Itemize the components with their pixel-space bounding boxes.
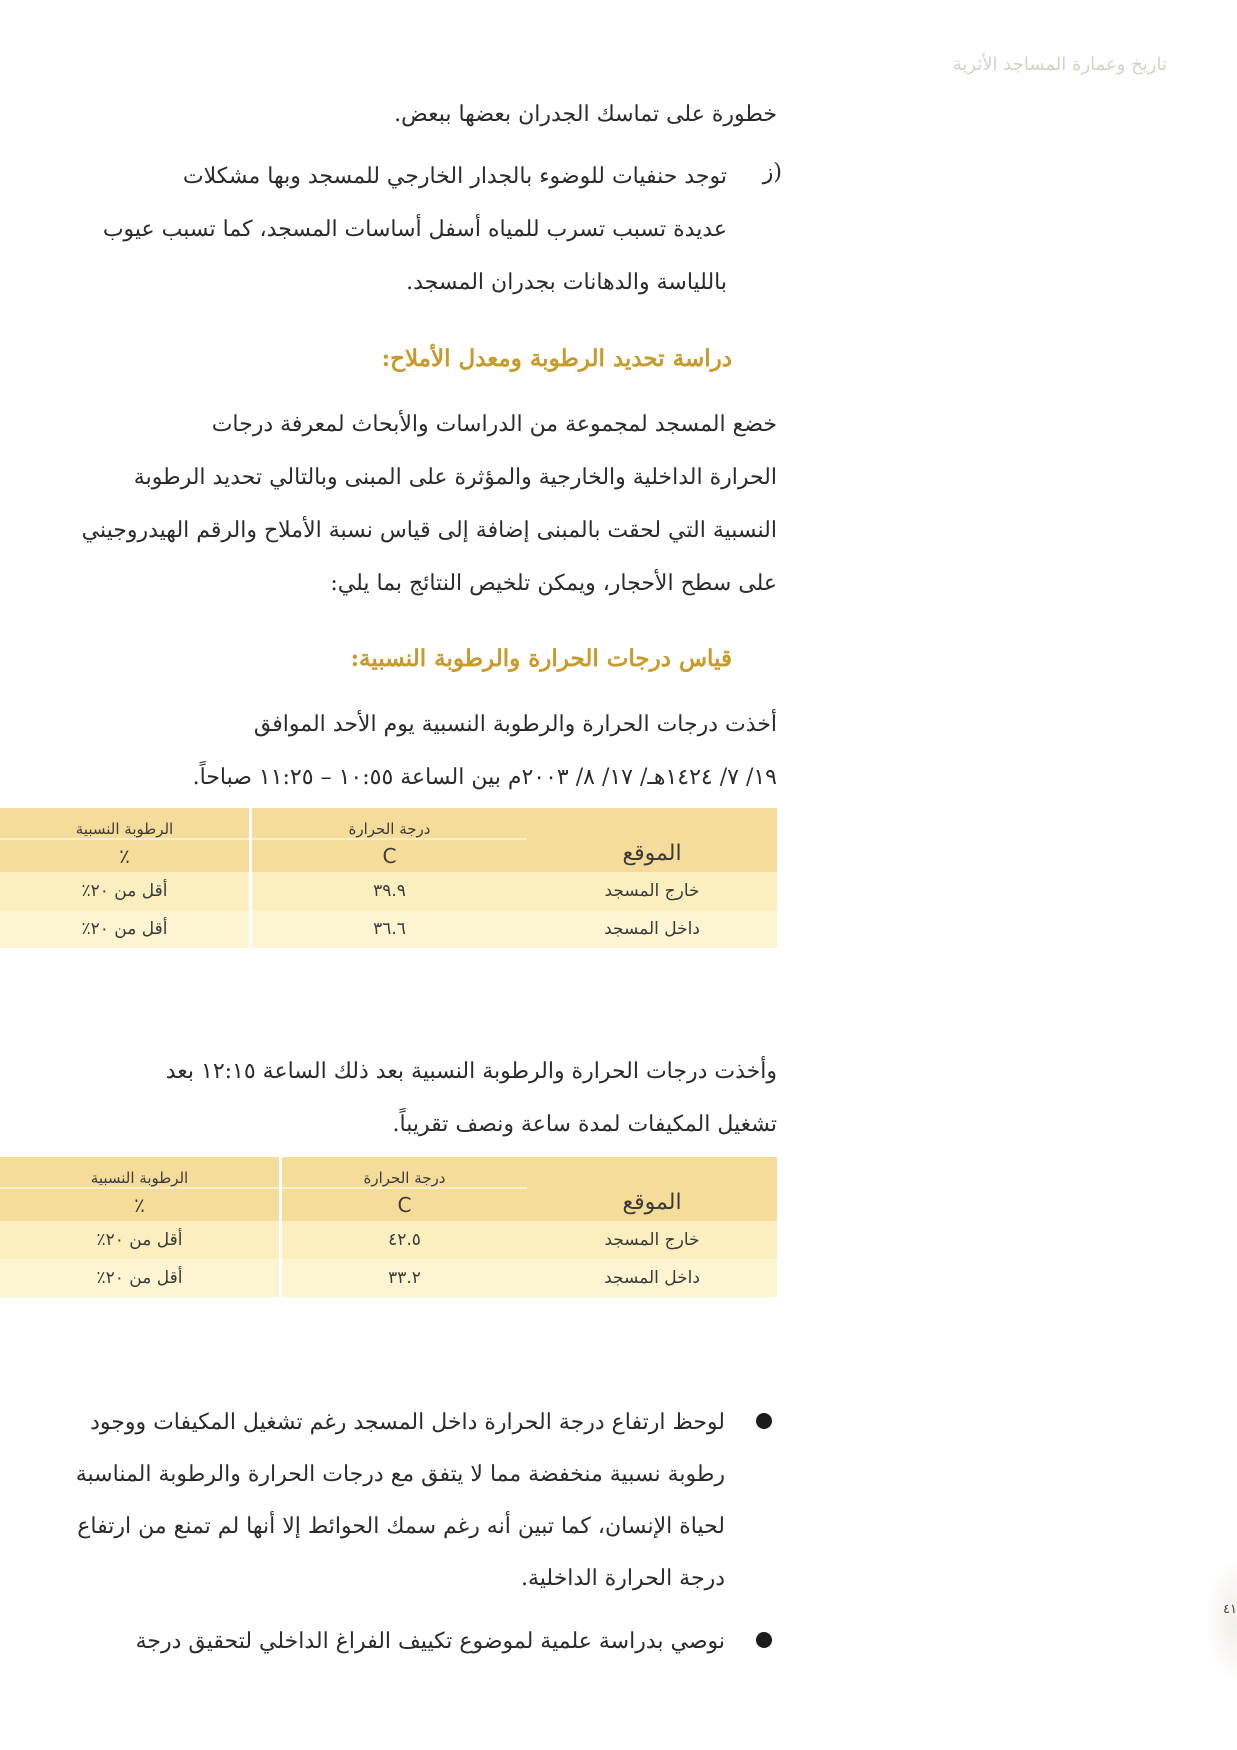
table-row (0, 872, 777, 910)
table2-cell-humidity: أقل من ٢٠٪ (0, 1221, 281, 1259)
para2-line-2: ١٩/ ٧/ ١٤٢٤هـ/ ١٧/ ٨/ ٢٠٠٣م بين الساعة ١٠:٥٥ – ١١:٢٥ صباحاً. (192, 765, 777, 790)
table1-cell-humidity: أقل من ٢٠٪ (0, 872, 251, 910)
table2-cell-location: خارج المسجد (527, 1221, 777, 1259)
table1-header-humidity: الرطوبة النسبية (0, 808, 251, 839)
measurement-table-2 (0, 1157, 777, 1297)
table2-header-temperature: درجة الحرارة (281, 1157, 528, 1188)
bullet-icon (756, 1632, 772, 1648)
page-corner-decoration (1207, 1560, 1237, 1680)
table2-header-location: الموقع (527, 1157, 777, 1221)
bullet-icon (756, 1413, 772, 1429)
table1-cell-location: داخل المسجد (527, 910, 777, 948)
table1-header-temperature: درجة الحرارة (251, 808, 528, 839)
table1-cell-location: خارج المسجد (527, 872, 777, 910)
para1-line-3: النسبية التي لحقت بالمبنى إضافة إلى قياس نسبة الأملاح والرقم الهيدروجيني (81, 518, 777, 543)
table2-cell-temp: ٤٢.٥ (281, 1221, 528, 1259)
item-z-line-3: باللياسة والدهانات بجدران المسجد. (406, 270, 727, 295)
table1-cell-temp: ٣٦.٦ (251, 910, 528, 948)
section-heading-humidity-salts: دراسة تحديد الرطوبة ومعدل الأملاح: (381, 345, 732, 372)
bullet1-line-1: لوحظ ارتفاع درجة الحرارة داخل المسجد رغم تشغيل المكيفات ووجود (90, 1410, 725, 1435)
para1-line-2: الحرارة الداخلية والخارجية والمؤثرة على المبنى وبالتالي تحديد الرطوبة (133, 465, 777, 490)
table2-unit-humidity: ٪ (0, 1188, 281, 1221)
bullet1-line-4: درجة الحرارة الداخلية. (520, 1566, 725, 1591)
para2-line-1: أخذت درجات الحرارة والرطوبة النسبية يوم الأحد الموافق (253, 712, 777, 737)
item-z-line-1: توجد حنفيات للوضوء بالجدار الخارجي للمسجد وبها مشكلات (182, 164, 727, 189)
table2-unit-temperature: C (281, 1188, 528, 1221)
table-row (0, 910, 777, 948)
table1-unit-humidity: ٪ (0, 839, 251, 872)
table2-cell-temp: ٣٣.٢ (281, 1259, 528, 1297)
para1-line-4: على سطح الأحجار، ويمكن تلخيص النتائج بما يلي: (330, 571, 777, 596)
para1-line-1: خضع المسجد لمجموعة من الدراسات والأبحاث لمعرفة درجات (211, 412, 777, 437)
para3-line-1: وأخذت درجات الحرارة والرطوبة النسبية بعد ذلك الساعة ١٢:١٥ بعد (165, 1059, 777, 1084)
table-row (0, 1259, 777, 1297)
running-header: تاريخ وعمارة المساجد الأثرية (952, 54, 1167, 75)
table1-unit-temperature: C (251, 839, 528, 872)
intro-line: خطورة على تماسك الجدران بعضها ببعض. (394, 102, 777, 127)
table2-cell-humidity: أقل من ٢٠٪ (0, 1259, 281, 1297)
bullet2-line-1: نوصي بدراسة علمية لموضوع تكييف الفراغ الداخلي لتحقيق درجة (135, 1629, 725, 1654)
table1-cell-humidity: أقل من ٢٠٪ (0, 910, 251, 948)
section-heading-temperature: قياس درجات الحرارة والرطوبة النسبية: (350, 645, 732, 672)
table2-header-humidity: الرطوبة النسبية (0, 1157, 281, 1188)
table-row (0, 1221, 777, 1259)
measurement-table-1 (0, 808, 777, 948)
page-number: ٤١ (1223, 1602, 1237, 1617)
item-z-line-2: عديدة تسبب تسرب للمياه أسفل أساسات المسجد، كما تسبب عيوب (102, 217, 727, 242)
table1-header-location: الموقع (527, 808, 777, 872)
table2-cell-location: داخل المسجد (527, 1259, 777, 1297)
bullet1-line-2: رطوبة نسبية منخفضة مما لا يتفق مع درجات الحرارة والرطوبة المناسبة (75, 1462, 725, 1487)
table1-cell-temp: ٣٩.٩ (251, 872, 528, 910)
para3-line-2: تشغيل المكيفات لمدة ساعة ونصف تقريباً. (392, 1112, 777, 1137)
bullet1-line-3: لحياة الإنسان، كما تبين أنه رغم سمك الحوائط إلا أنها لم تمنع من ارتفاع (77, 1514, 725, 1539)
item-z-marker: ز) (762, 160, 782, 185)
